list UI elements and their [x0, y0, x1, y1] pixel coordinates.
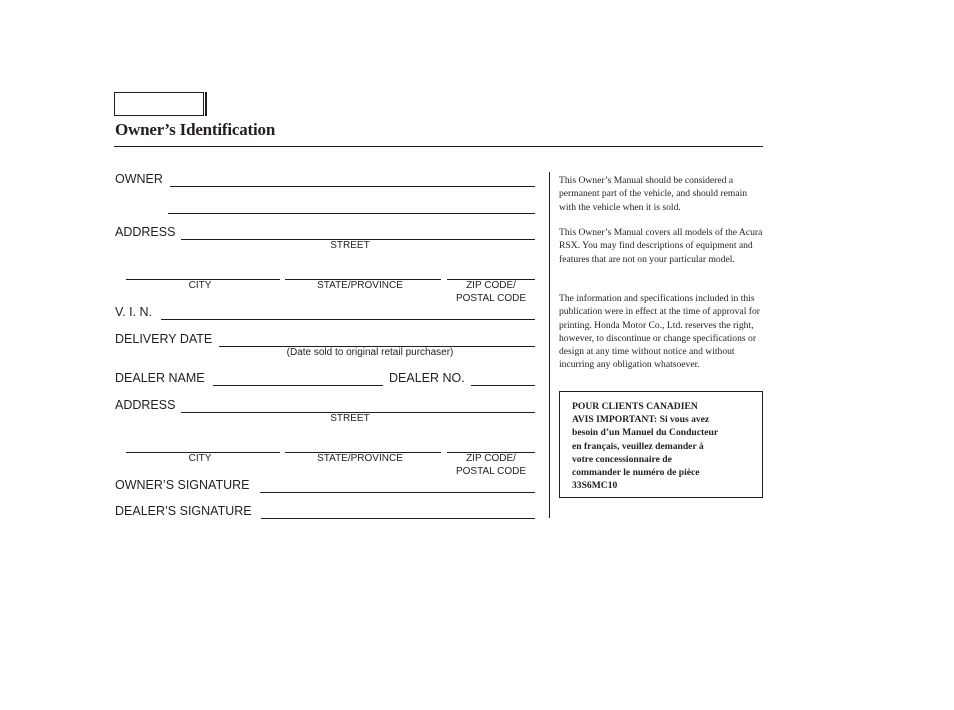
dealer-state-caption: STATE/PROVINCE	[317, 453, 403, 464]
owner-label: OWNER	[115, 172, 163, 186]
state-caption: STATE/PROVINCE	[317, 280, 403, 291]
page-title: Owner’s Identification	[115, 120, 276, 139]
street-caption: STREET	[330, 240, 370, 251]
dealer-no-line[interactable]	[471, 385, 535, 386]
zip-caption-line2: POSTAL CODE	[455, 293, 526, 304]
dealer-zip-caption-line1: ZIP CODE/	[466, 453, 516, 464]
vin-line[interactable]	[161, 319, 535, 320]
dealer-zip-caption-line2: POSTAL CODE	[455, 466, 526, 477]
section-tab-box	[114, 92, 204, 116]
note-paragraph-3: The information and specifications included in this publication were in effect at the time of approval for printing. Honda Motor Co., Ltd. reserves the right, however, to discontinue or change specifications or design at any time without notice and without incurring any obligation whatsoever.	[559, 293, 760, 371]
column-divider	[549, 172, 550, 518]
title-divider	[114, 146, 763, 147]
zip-caption-line1: ZIP CODE/	[466, 280, 516, 291]
owner-line-2[interactable]	[168, 213, 535, 214]
dealer-no-label: DEALER NO.	[389, 371, 465, 385]
address-label: ADDRESS	[115, 225, 176, 239]
owner-signature-line[interactable]	[260, 492, 535, 493]
vin-label: V. I. N.	[115, 305, 153, 319]
city-caption: CITY	[188, 280, 212, 291]
dealer-name-label: DEALER NAME	[115, 371, 205, 385]
canadian-notice-box	[559, 391, 763, 498]
delivery-date-label: DELIVERY DATE	[115, 332, 213, 346]
note-paragraph-2: This Owner’s Manual covers all models of the Acura RSX. You may find descriptions of equipment and features that are not on your particular model.	[559, 227, 763, 265]
canadian-notice-text: POUR CLIENTS CANADIEN AVIS IMPORTANT: Si vous avez besoin d’un Manuel du Conducteur en français, veuillez demander à votre concessionnaire de commander le numéro de pièce 33S6MC10	[572, 401, 719, 492]
dealer-signature-label: DEALER’S SIGNATURE	[115, 504, 252, 518]
delivery-date-caption: (Date sold to original retail purchaser)	[286, 347, 454, 358]
dealer-name-line[interactable]	[213, 385, 383, 386]
dealer-city-caption: CITY	[188, 453, 212, 464]
dealer-signature-line[interactable]	[261, 518, 535, 519]
owner-line-1[interactable]	[170, 186, 535, 187]
owner-signature-label: OWNER’S SIGNATURE	[115, 478, 250, 492]
dealer-address-label: ADDRESS	[115, 398, 176, 412]
dealer-street-caption: STREET	[330, 413, 370, 424]
note-paragraph-1: This Owner’s Manual should be considered a permanent part of the vehicle, and should remain with the vehicle when it is sold.	[559, 175, 748, 213]
